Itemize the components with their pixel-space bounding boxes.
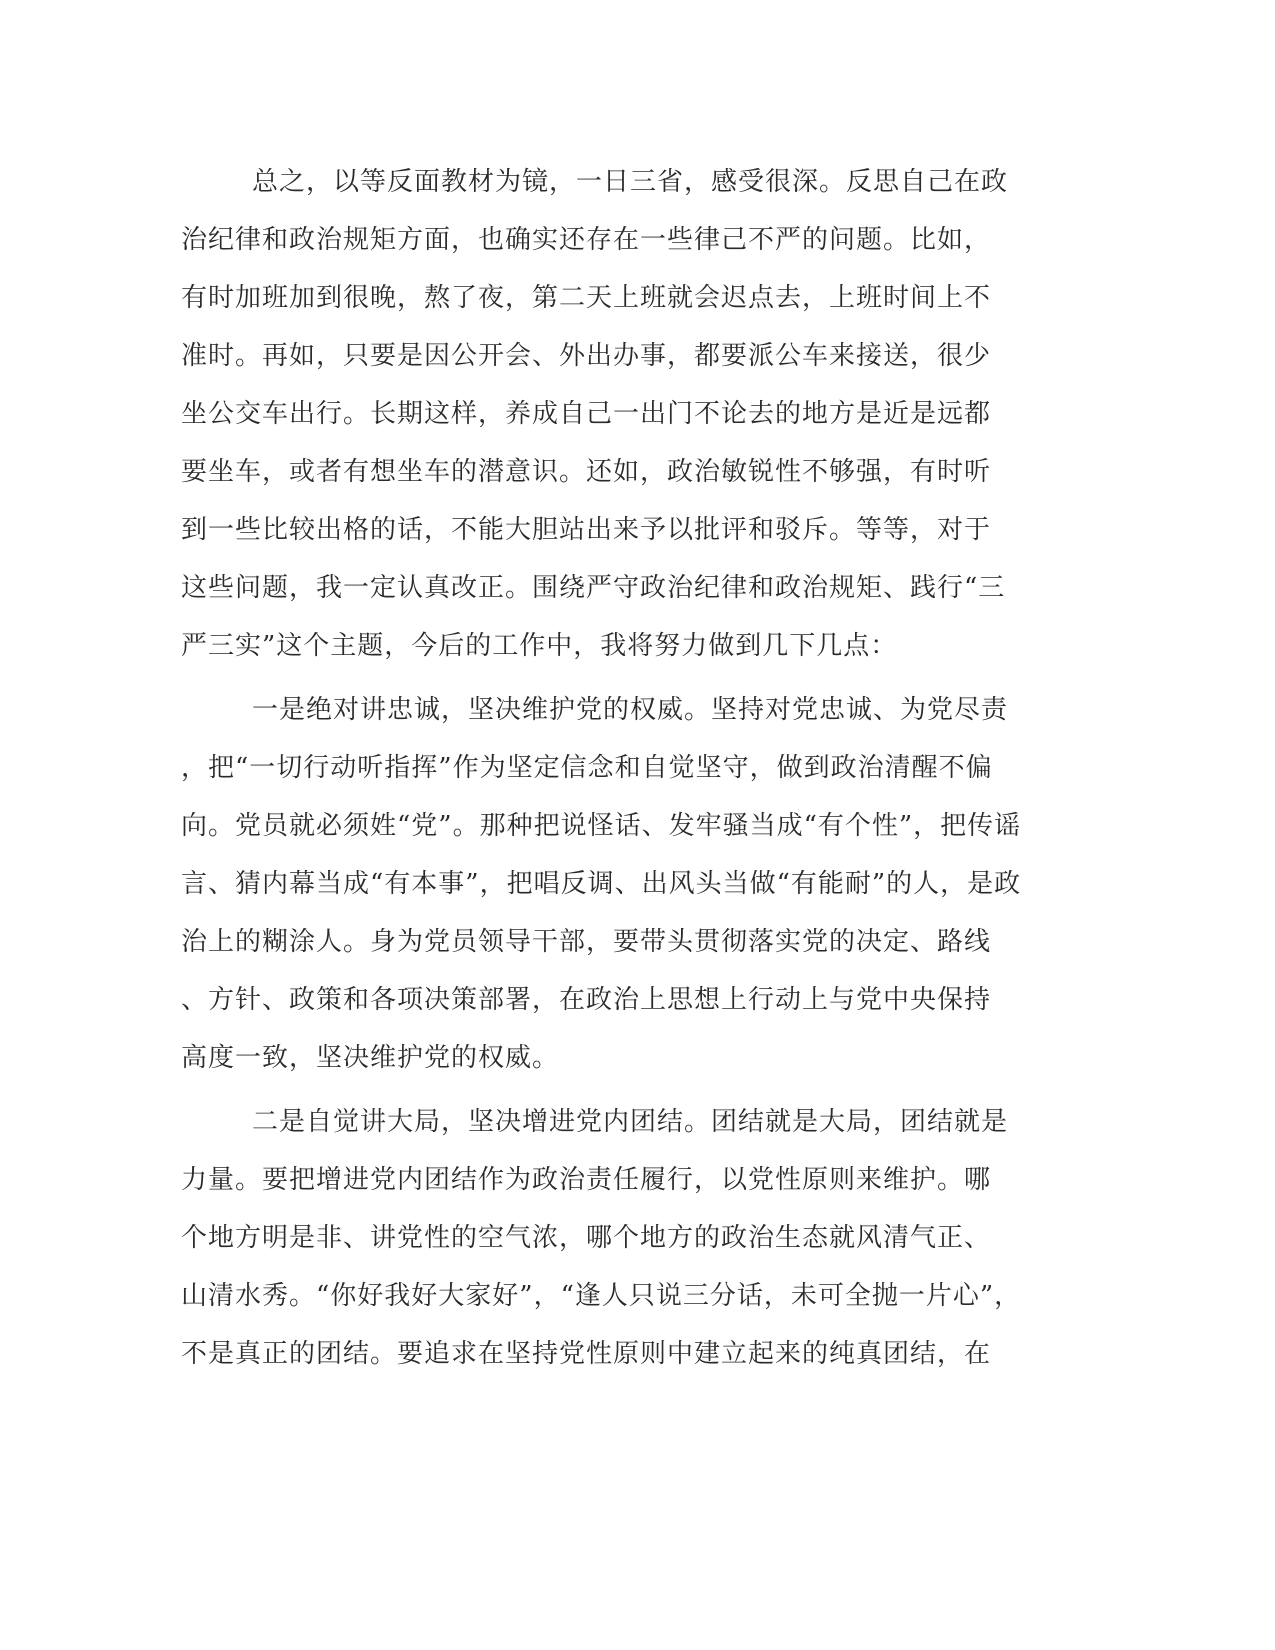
text-line: 有时加班加到很晚，熬了夜，第二天上班就会迟点去，上班时间上不 (181, 283, 992, 313)
text-line: 向。党员就必须姓“党”。那种把说怪话、发牢骚当成“有个性”，把传谣 (181, 811, 1022, 841)
text-line: 到一些比较出格的话，不能大胆站出来予以批评和驳斥。等等，对于 (181, 515, 992, 545)
text-line: 准时。再如，只要是因公开会、外出办事，都要派公车来接送，很少 (181, 341, 992, 371)
text-line: 山清水秀。“你好我好大家好”，“逢人只说三分话，未可全抛一片心”， (181, 1281, 1022, 1311)
text-line: 不是真正的团结。要追求在坚持党性原则中建立起来的纯真团结，在 (181, 1339, 992, 1369)
text-line: 治上的糊涂人。身为党员领导干部，要带头贯彻落实党的决定、路线 (181, 927, 992, 957)
text-line: 个地方明是非、讲党性的空气浓，哪个地方的政治生态就风清气正、 (181, 1223, 992, 1253)
text-line: 坐公交车出行。长期这样，养成自己一出门不论去的地方是近是远都 (181, 399, 992, 429)
text-line: 二是自觉讲大局，坚决增进党内团结。团结就是大局，团结就是 (252, 1107, 1009, 1137)
text-line: 言、猜内幕当成“有本事”，把唱反调、出风头当做“有能耐”的人，是政 (181, 869, 1022, 899)
text-line: 力量。要把增进党内团结作为政治责任履行，以党性原则来维护。哪 (181, 1165, 992, 1195)
text-line: 这些问题，我一定认真改正。围绕严守政治纪律和政治规矩、践行“三 (181, 573, 1006, 603)
text-line: 要坐车，或者有想坐车的潜意识。还如，政治敏锐性不够强，有时听 (181, 457, 992, 487)
text-line: 高度一致，坚决维护党的权威。 (181, 1043, 560, 1073)
text-line: 一是绝对讲忠诚，坚决维护党的权威。坚持对党忠诚、为党尽责 (252, 695, 1009, 725)
text-line: 、方针、政策和各项决策部署，在政治上思想上行动上与党中央保持 (181, 985, 992, 1015)
text-line: ，把“一切行动听指挥”作为坚定信念和自觉坚守，做到政治清醒不偏 (181, 753, 993, 783)
text-line: 总之，以等反面教材为镜，一日三省，感受很深。反思自己在政 (252, 167, 1009, 197)
text-line: 严三实”这个主题，今后的工作中，我将努力做到几下几点： (181, 631, 898, 661)
text-line: 治纪律和政治规矩方面，也确实还存在一些律己不严的问题。比如， (181, 225, 992, 255)
